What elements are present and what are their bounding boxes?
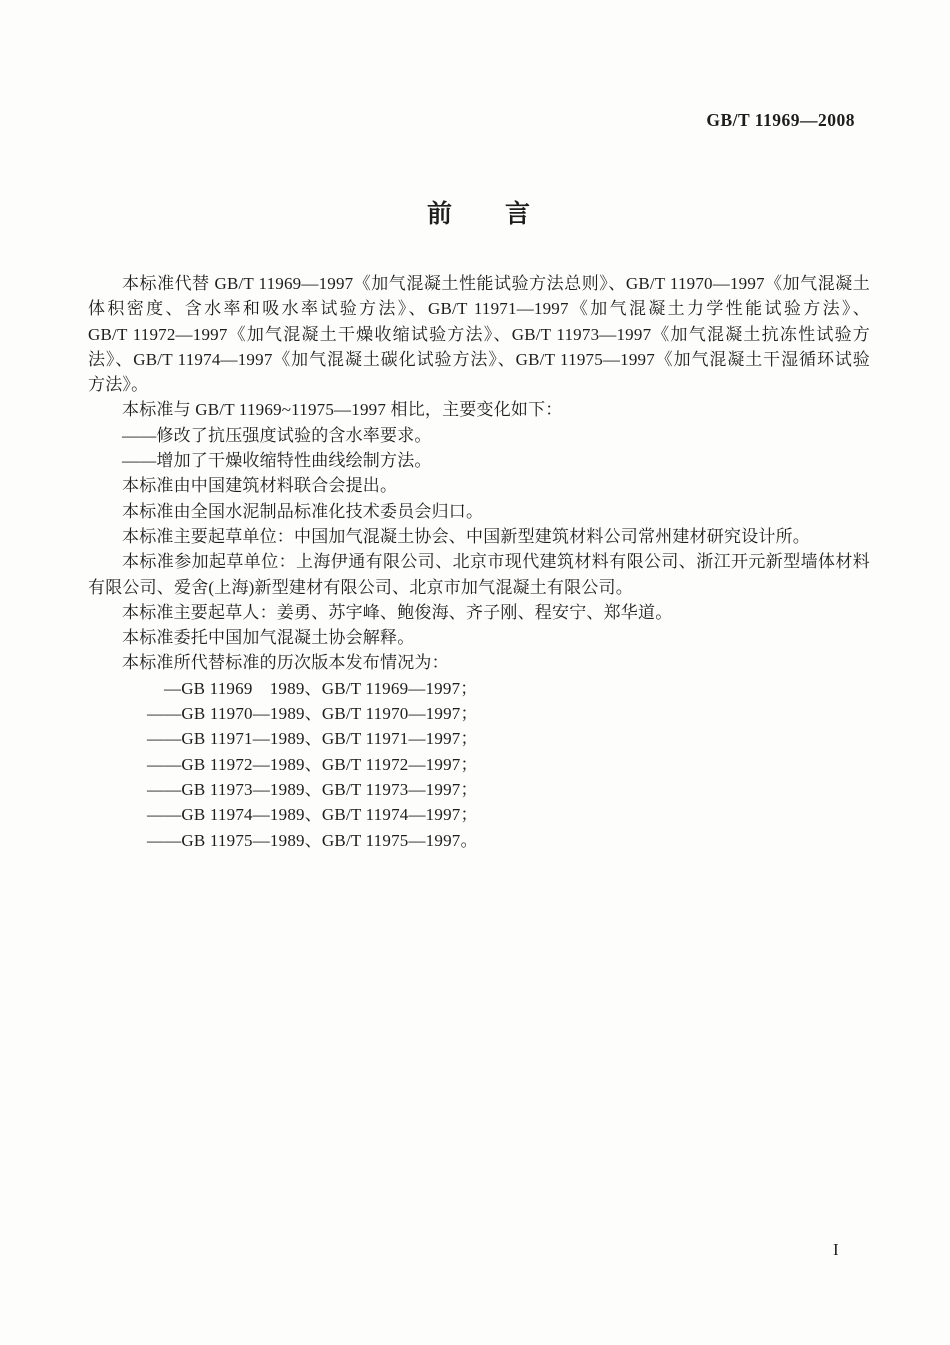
foreword-line: 法》、GB/T 11974—1997《加气混凝土碳化试验方法》、GB/T 11975—1997《加气混凝土干湿循环试验 — [88, 349, 870, 369]
replaced-standard-item: ——GB 11974—1989、GB/T 11974—1997； — [147, 805, 478, 825]
replaced-standard-item: ——GB 11971—1989、GB/T 11971—1997； — [147, 729, 478, 749]
foreword-line: 本标准所代替标准的历次版本发布情况为： — [122, 653, 449, 673]
foreword-line: 本标准主要起草单位：中国加气混凝土协会、中国新型建筑材料公司常州建材研究设计所。 — [122, 526, 810, 546]
foreword-title: 前 言 — [426, 200, 531, 228]
foreword-line: 本标准与 GB/T 11969~11975—1997 相比，主要变化如下： — [122, 400, 563, 420]
foreword-line: 方法》。 — [88, 375, 149, 395]
foreword-line: 本标准由中国建筑材料联合会提出。 — [122, 476, 398, 496]
page-number: I — [833, 1240, 839, 1259]
foreword-change-item: ——修改了抗压强度试验的含水率要求。 — [122, 425, 432, 445]
replaced-standard-item: ——GB 11972—1989、GB/T 11972—1997； — [147, 754, 478, 774]
foreword-line: 有限公司、爱舍(上海)新型建材有限公司、北京市加气混凝土有限公司。 — [88, 577, 633, 597]
foreword-line: 本标准委托中国加气混凝土协会解释。 — [122, 628, 415, 648]
foreword-line: 体积密度、含水率和吸水率试验方法》、GB/T 11971—1997《加气混凝土力学性能试验方法》、 — [88, 299, 870, 319]
foreword-body — [88, 271, 870, 853]
replaced-standard-item: —GB 11969 1989、GB/T 11969—1997； — [164, 678, 478, 698]
foreword-line: 本标准由全国水泥制品标准化技术委员会归口。 — [122, 501, 484, 521]
standard-number: GB/T 11969—2008 — [706, 110, 855, 130]
foreword-line: 本标准代替 GB/T 11969—1997《加气混凝土性能试验方法总则》、GB/T 11970—1997《加气混凝土 — [122, 274, 870, 293]
foreword-line: 本标准参加起草单位：上海伊通有限公司、北京市现代建筑材料有限公司、浙江开元新型墙体材料 — [122, 552, 870, 572]
replaced-standard-item: ——GB 11973—1989、GB/T 11973—1997； — [147, 779, 478, 799]
foreword-line: GB/T 11972—1997《加气混凝土干燥收缩试验方法》、GB/T 11973—1997《加气混凝土抗冻性试验方 — [88, 324, 870, 344]
replaced-standard-item: ——GB 11970—1989、GB/T 11970—1997； — [147, 704, 478, 724]
foreword-change-item: ——增加了干燥收缩特性曲线绘制方法。 — [122, 451, 432, 471]
replaced-standard-item: ——GB 11975—1989、GB/T 11975—1997。 — [147, 830, 478, 850]
foreword-line: 本标准主要起草人：姜勇、苏宇峰、鲍俊海、齐子刚、程安宁、郑华道。 — [122, 602, 673, 622]
